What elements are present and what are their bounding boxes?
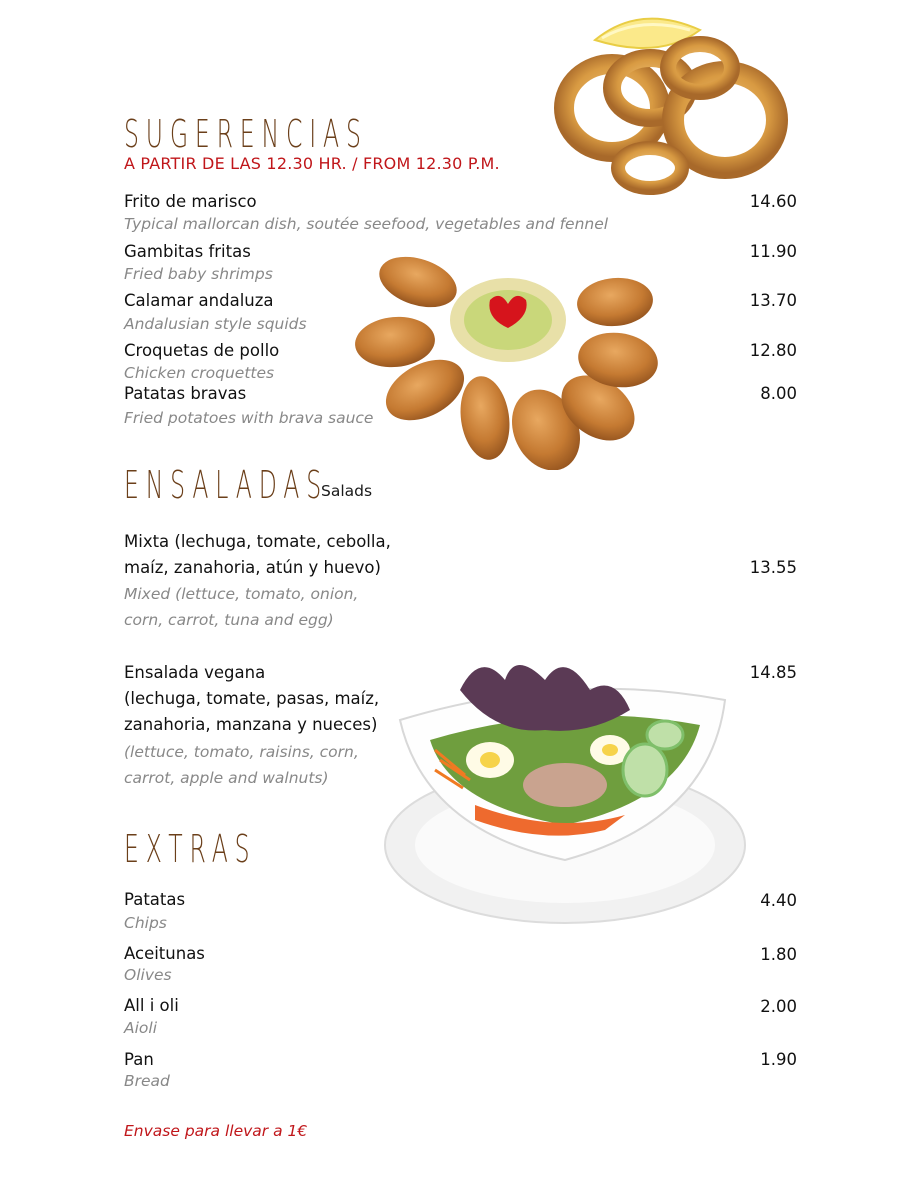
item-description: Typical mallorcan dish, soutée seefood, vegetables and fennel <box>124 215 609 233</box>
item-price: 1.90 <box>760 1050 797 1069</box>
item-name: Ensalada vegana (lechuga, tomate, pasas, maíz, zanahoria, manzana y nueces) <box>124 663 380 734</box>
item-price: 1.80 <box>760 945 797 964</box>
item-description: Olives <box>124 966 172 984</box>
item-description: Fried baby shrimps <box>124 265 273 283</box>
item-description: Aioli <box>124 1019 158 1037</box>
section-subtitle-hours: A PARTIR DE LAS 12.30 HR. / FROM 12.30 P.M. <box>124 154 500 173</box>
item-name: All i oli <box>124 996 179 1015</box>
section-title-extras: EXTRAS <box>124 827 257 871</box>
section-title-sugerencias: SUGERENCIAS <box>124 112 368 156</box>
item-name: Gambitas fritas <box>124 242 251 261</box>
item-price: 2.00 <box>760 997 797 1016</box>
item-name: Mixta (lechuga, tomate, cebolla, maíz, zanahoria, atún y huevo) <box>124 532 391 577</box>
item-description: Mixed (lettuce, tomato, onion, corn, carrot, tuna and egg) <box>124 585 359 629</box>
item-description: Chicken croquettes <box>124 364 275 382</box>
item-price: 12.80 <box>749 341 797 360</box>
item-name: Patatas <box>124 890 186 909</box>
item-price: 11.90 <box>749 242 797 261</box>
item-price: 13.55 <box>749 558 797 577</box>
item-name: Aceitunas <box>124 944 205 963</box>
item-description: Andalusian style squids <box>124 315 307 333</box>
item-name: Pan <box>124 1050 154 1069</box>
item-price: 13.70 <box>749 291 797 310</box>
item-description: Bread <box>124 1072 170 1090</box>
calamari-image <box>540 8 790 208</box>
section-title-ensaladas: ENSALADAS <box>124 463 328 507</box>
item-description: (lettuce, tomato, raisins, corn, carrot, apple and walnuts) <box>124 743 359 787</box>
item-price: 4.40 <box>760 891 797 910</box>
item-name: Patatas bravas <box>124 384 247 403</box>
takeaway-note: Envase para llevar a 1€ <box>124 1122 308 1140</box>
item-name: Frito de marisco <box>124 192 257 211</box>
item-description: Chips <box>124 914 167 932</box>
croquettes-image <box>350 240 670 470</box>
salad-bowl-image <box>380 630 760 930</box>
item-name: Calamar andaluza <box>124 291 274 310</box>
item-price: 14.60 <box>749 192 797 211</box>
item-name: Croquetas de pollo <box>124 341 280 360</box>
item-price: 14.85 <box>749 663 797 682</box>
item-price: 8.00 <box>760 384 797 403</box>
section-tag-salads: Salads <box>321 482 373 500</box>
item-description: Fried potatoes with brava sauce <box>124 409 374 427</box>
